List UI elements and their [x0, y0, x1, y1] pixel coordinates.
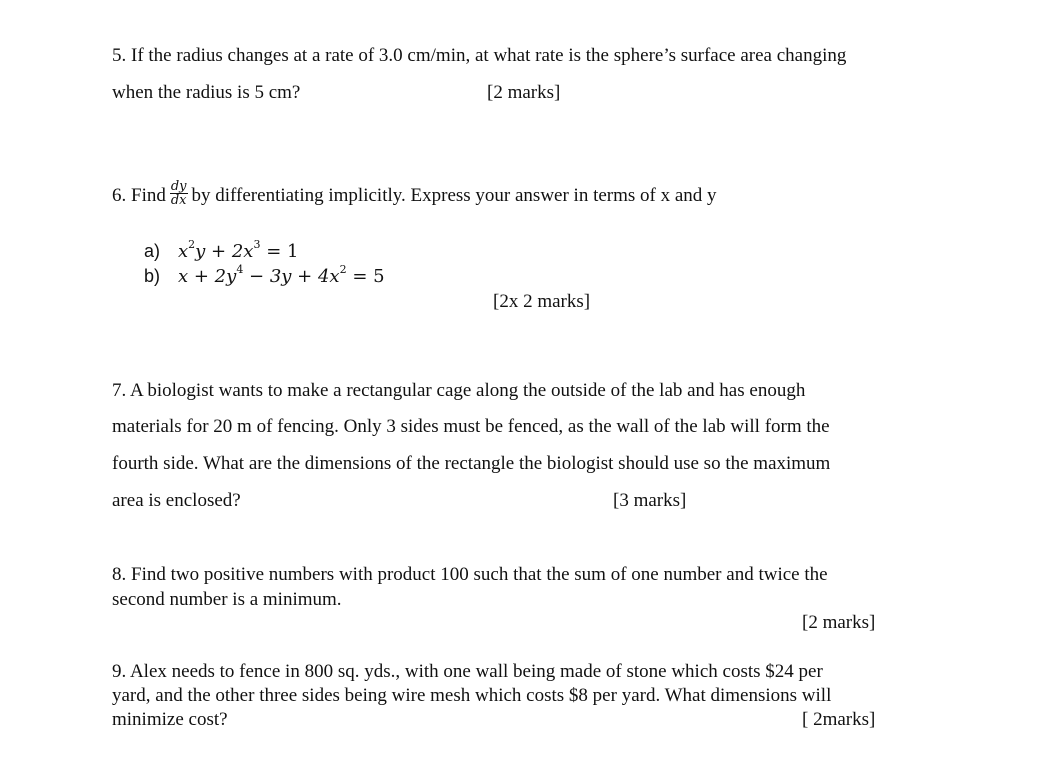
q6-prefix: 6. Find [112, 185, 166, 206]
q6-b-equation: $x + 2y^4 - 3y + 4x^2 = 5$ [178, 263, 385, 287]
q5-line-2: when the radius is 5 cm? [112, 82, 301, 103]
dy-dx-fraction [170, 180, 188, 208]
q6-item-b [144, 263, 385, 287]
q6-a-equation: $x^2y + 2x^3 = 1$ [178, 238, 299, 262]
q7-line-3: fourth side. What are the dimensions of the rectangle the biologist should use so the maximum [112, 453, 831, 474]
frac-numerator: dy [170, 178, 187, 194]
q6-marks: [2x 2 marks] [493, 291, 591, 312]
q5-marks: [2 marks] [487, 82, 561, 103]
q6-item-a [144, 238, 299, 262]
q8-marks: [2 marks] [802, 612, 876, 633]
q7-line-2: materials for 20 m of fencing. Only 3 sides must be fenced, as the wall of the lab will form the [112, 416, 830, 437]
q6-suffix: by differentiating implicitly. Express your answer in terms of x and y [191, 185, 717, 206]
q7-marks: [3 marks] [613, 490, 687, 511]
q9-line-1: 9. Alex needs to fence in 800 sq. yds., with one wall being made of stone which costs $24 per [112, 661, 823, 682]
q6-b-label: b) [144, 266, 161, 286]
q9-marks: [ 2marks] [802, 709, 876, 730]
q7-line-4: area is enclosed? [112, 490, 241, 511]
q8-line-2: second number is a minimum. [112, 589, 342, 610]
q8-line-1: 8. Find two positive numbers with product 100 such that the sum of one number and twice the [112, 564, 828, 585]
q5-line-1: 5. If the radius changes at a rate of 3.0 cm/min, at what rate is the sphere’s surface area changing [112, 45, 847, 66]
q9-line-3: minimize cost? [112, 709, 228, 730]
q7-line-1: 7. A biologist wants to make a rectangular cage along the outside of the lab and has enough [112, 380, 806, 401]
q6-prompt [112, 180, 717, 212]
frac-denominator: dx [170, 193, 187, 209]
q9-line-2: yard, and the other three sides being wire mesh which costs $8 per yard. What dimensions will [112, 685, 832, 706]
q6-a-label: a) [144, 241, 161, 261]
